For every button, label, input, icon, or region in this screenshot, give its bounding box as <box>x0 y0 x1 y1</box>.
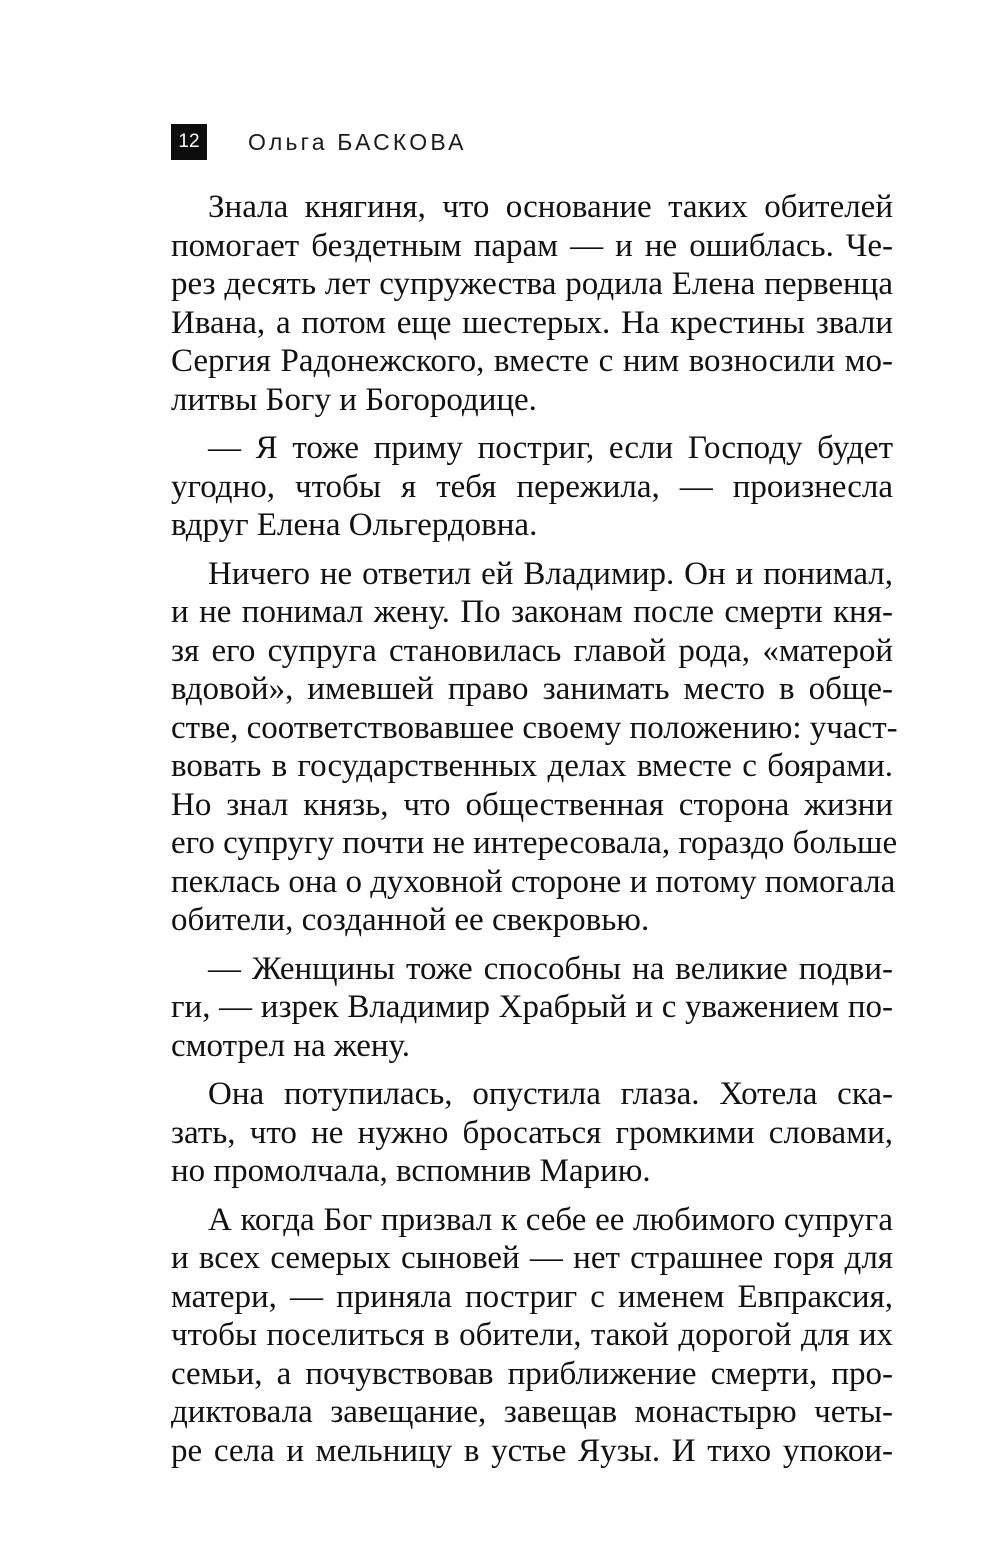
text-line: чтобы поселиться в обители, такой дорогой для их <box>171 1317 893 1353</box>
text-line: вдовой», имевшей право занимать место в обще- <box>171 671 893 707</box>
text-line: обители, созданной ее свекровью. <box>171 902 650 938</box>
text-line: зать, что не нужно бросаться громкими словами, <box>171 1114 893 1151</box>
text-line: смотрел на жену. <box>171 1027 410 1064</box>
text-line: и всех семерых сыновей — нет страшнее горя для <box>171 1240 893 1276</box>
text-line: Сергия Радонежского, вместе с ним возносили мо- <box>171 343 893 379</box>
text-line: ги, — изрек Владимир Храбрый и с уважением по- <box>171 989 893 1025</box>
paragraph <box>171 555 898 940</box>
text-line: Но знал князь, что общественная сторона жизни <box>171 786 893 823</box>
text-line: вовать в государственных делах вместе с боярами. <box>171 748 893 784</box>
text-line: его супругу почти не интересовала, гораздо больше <box>171 825 898 861</box>
author-name: Ольга БАСКОВА <box>248 129 467 155</box>
text-line: рез десять лет супружества родила Елена первенца <box>171 266 893 302</box>
text-line: Она потупилась, опустила глаза. Хотела ска- <box>208 1076 893 1112</box>
paragraph <box>171 188 893 419</box>
text-line: Ивана, а потом еще шестерых. На крестины звали <box>171 304 893 341</box>
paragraph <box>171 429 893 545</box>
text-line: помогает бездетным парам — и не ошиблась. Че- <box>171 227 893 264</box>
paragraph <box>171 950 893 1066</box>
text-line: пеклась она о духовной стороне и потому помогала <box>171 863 896 900</box>
paragraph <box>171 1075 893 1191</box>
text-line: Ничего не ответил ей Владимир. Он и понимал, <box>208 555 893 592</box>
text-line: А когда Бог призвал к себе ее любимого супруга <box>208 1201 893 1238</box>
text-line: — Женщины тоже способны на великие подви- <box>208 950 893 987</box>
text-line: стве, соответствовавшее своему положению: участ- <box>171 709 898 746</box>
body-text <box>171 188 898 1480</box>
paragraph <box>171 1201 893 1471</box>
text-line: зя его супруга становилась главой рода, «матерой <box>171 632 893 669</box>
text-line: и не понимал жену. По законам после смерти кня- <box>171 594 893 630</box>
text-line: матери, — приняла постриг с именем Евпраксия, <box>171 1278 893 1315</box>
text-line: ре села и мельницу в устье Яузы. И тихо упокои- <box>171 1432 893 1469</box>
text-line: диктовала завещание, завещав монастырю четы- <box>171 1394 893 1430</box>
text-line: Знала княгиня, что основание таких обителей <box>208 189 893 225</box>
page-number: 12 <box>171 124 207 160</box>
text-line: семьи, а почувствовав приближение смерти, про- <box>171 1355 893 1392</box>
text-line: но промолчала, вспомнив Марию. <box>171 1153 651 1189</box>
text-line: угодно, чтобы я тебя пережила, — произнесла <box>171 468 893 505</box>
text-line: — Я тоже приму постриг, если Господу будет <box>208 430 893 466</box>
running-head <box>171 124 467 160</box>
text-line: литвы Богу и Богородице. <box>171 381 537 418</box>
text-line: вдруг Елена Ольгердовна. <box>171 507 538 543</box>
